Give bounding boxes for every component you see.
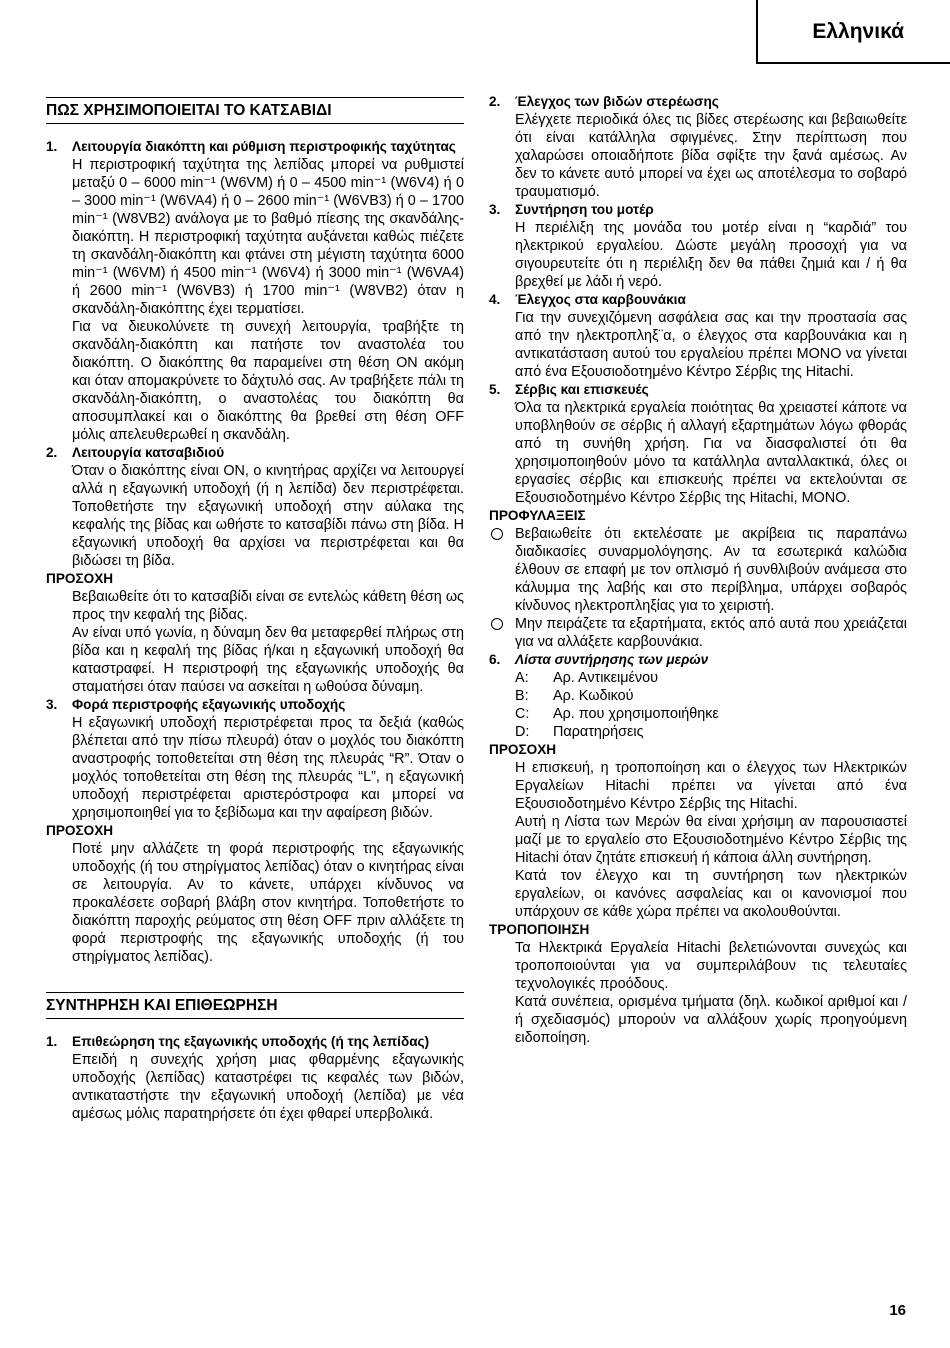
- item-heading: Φορά περιστροφής εξαγωνικής υποδοχής: [72, 697, 346, 712]
- usage-item-1: [46, 138, 464, 444]
- paragraph: Ποτέ μην αλλάζετε τη φορά περιστροφής της εξαγωνικής υποδοχής (ή του στηρίγματος λεπίδας) όταν ο κινητήρας είναι σε λειτουργία. Αν το κάνετε, υπάρχει κίνδυνος να προκαλέσετε σοβαρή βλάβη στον κινητήρα. Τοποθετήστε το διακόπτη παροχής ρεύματος στη θέση OFF πριν αλλάξετε τη φορά περιστροφής της εξαγωνικής υποδοχής (ή του στηρίγματος λεπίδας).: [72, 841, 464, 965]
- item-heading: Επιθεώρηση της εξαγωνικής υποδοχής (ή της λεπίδας): [72, 1034, 430, 1049]
- list-item: [515, 705, 907, 723]
- item-number: 5.: [489, 382, 501, 397]
- left-column: [46, 97, 464, 1123]
- item-number: 1.: [46, 139, 58, 154]
- paragraph: Όλα τα ηλεκτρικά εργαλεία ποιότητας θα χρειαστεί κάποτε να υποβληθούν σε σέρβις ή αλλαγή εξαρτημάτων λόγω φθοράς από τη συνήθη χρήση. Για να διασφαλιστεί ότι θα χρησιμοποιηθούν μόνο τα κατάλληλα ανταλλακτικά, όλες οι εργασίες σέρβις και επισκευής πρέπει να εκτελούνται σε Εξουσιοδοτημένο Κέντρο Σέρβις της Hitachi, ΜΟΝΟ.: [515, 400, 907, 506]
- language-tab: [756, 0, 950, 64]
- maintenance-item-5: [489, 381, 907, 507]
- parts-list: [489, 669, 907, 741]
- paragraph: Βεβαιωθείτε ότι το κατσαβίδι είναι σε εντελώς κάθετη θέση ως προς την κεφαλή της βίδας.: [72, 589, 464, 623]
- precaution-bullet: [489, 525, 907, 615]
- paragraph: Η επισκευή, η τροποποίηση και ο έλεγχος των Ηλεκτρικών Εργαλείων Hitachi πρέπει να γίνεται από ένα Εξουσιοδοτημένο Κέντρο Σέρβις της Hitachi.: [515, 760, 907, 812]
- list-key: A:: [515, 670, 529, 686]
- maintenance-item-3: [489, 201, 907, 291]
- list-item: [515, 687, 907, 705]
- item-number: 2.: [46, 445, 58, 460]
- caution-label: ΠΡΟΣΟΧΗ: [489, 742, 557, 757]
- item-heading: Συντήρηση του μοτέρ: [515, 202, 654, 217]
- list-value: Αρ. Κωδικού: [553, 688, 634, 704]
- list-item: [515, 723, 907, 741]
- circle-bullet-icon: [491, 618, 503, 630]
- usage-item-3: [46, 696, 464, 822]
- maintenance-item-2: [489, 93, 907, 201]
- item-heading: Λειτουργία κατσαβιδιού: [72, 445, 225, 460]
- item-heading: Έλεγχος στα καρβουνάκια: [515, 292, 686, 307]
- caution-label: ΠΡΟΣΟΧΗ: [46, 571, 114, 586]
- paragraph: Για να διευκολύνετε τη συνεχή λειτουργία, τραβήξτε τη σκανδάλη-διακόπτη και πατήστε τον αναστολέα του διακόπτη. Ο διακόπτης θα παραμείνει στη θέση ON ακόμη και όταν απομακρύνετε το δάχτυλό σας. Αν τραβήξετε πάλι τη σκανδάλη-διακόπτη, ο αναστολέας του διακόπτη θα αποσυμπλακεί και ο διακόπτης θα βρεθεί στη θέση OFF μόλις απελευθερωθεί η σκανδάλη.: [72, 319, 464, 443]
- list-key: D:: [515, 724, 530, 740]
- precautions-label: ΠΡΟΦΥΛΑΞΕΙΣ: [489, 508, 586, 523]
- item-number: 2.: [489, 94, 501, 109]
- item-number: 3.: [46, 697, 58, 712]
- list-key: B:: [515, 688, 529, 704]
- item-number: 3.: [489, 202, 501, 217]
- right-column: [489, 93, 907, 1047]
- section-title-maintenance: ΣΥΝΤΗΡΗΣΗ ΚΑΙ ΕΠΙΘΕΩΡΗΣΗ: [46, 992, 464, 1019]
- bullet-text: Μην πειράζετε τα εξαρτήματα, εκτός από αυτά που χρειάζεται για να αλλάξετε καρβουνάκια.: [515, 616, 907, 650]
- paragraph: Τα Ηλεκτρικά Εργαλεία Hitachi βελετιώνονται συνεχώς και τροποποιούνται για να συμπεριλάβουν τις τελευταίες τεχνολογικές προόδους.: [515, 940, 907, 992]
- maintenance-item-4: [489, 291, 907, 381]
- paragraph: Κατά συνέπεια, ορισμένα τμήματα (δηλ. κωδικοί αριθμοί και / ή σχεδιασμός) μπορούν να αλλάξουν χωρίς προηγούμενη ειδοποίηση.: [515, 994, 907, 1046]
- paragraph: Αυτή η Λίστα των Μερών θα είναι χρήσιμη αν παρουσιαστεί μαζί με το εργαλείο στο Εξουσιοδοτημένο Κέντρο Σέρβις της Hitachi όταν ζητάτε επισκευή ή κάποια άλλη συντήρηση.: [515, 814, 907, 866]
- item-heading: Λίστα συντήρησης των μερών: [515, 652, 709, 667]
- maintenance-item-1: [46, 1033, 464, 1123]
- bullet-text: Βεβαιωθείτε ότι εκτελέσατε με ακρίβεια τις παραπάνω διαδικασίες συναρμολόγησης. Αν τα εσωτερικά καλώδια έλθουν σε επαφή με τον οπλισμό ή συνθλιβούν ανάμεσα στο κάλυμμα της λαβής και στο περίβλημα, υπάρχει σοβαρός κίνδυνος ηλεκτροπληξίας για το χειριστή.: [515, 526, 907, 614]
- paragraph: Για την συνεχιζόμενη ασφάλεια σας και την προστασία σας από την ηλεκτροπληξ¨α, ο έλεγχος στα καρβουνάκια και η αντικατάσταση αυτού του εργαλείου πρέπει ΜΟΝΟ να γίνεται από ένα Εξουσιοδοτημένο Κέντρο Σέρβις της Hitachi.: [515, 310, 907, 380]
- section-title-usage: ΠΩΣ ΧΡΗΣΙΜΟΠΟΙΕΙΤΑΙ ΤΟ ΚΑΤΣΑΒΙΔΙ: [46, 97, 464, 124]
- list-value: Αρ. Αντικειμένου: [553, 670, 658, 686]
- list-value: Παρατηρήσεις: [553, 724, 644, 740]
- circle-bullet-icon: [491, 528, 503, 540]
- modification-label: ΤΡΟΠΟΠΟΙΗΣΗ: [489, 922, 590, 937]
- caution-label: ΠΡΟΣΟΧΗ: [46, 823, 114, 838]
- item-number: 4.: [489, 292, 501, 307]
- item-heading: Έλεγχος των βιδών στερέωσης: [515, 94, 719, 109]
- item-heading: Λειτουργία διακόπτη και ρύθμιση περιστροφικής ταχύτητας: [72, 139, 456, 154]
- list-item: [515, 669, 907, 687]
- paragraph: Ελέγχετε περιοδικά όλες τις βίδες στερέωσης και βεβαιωθείτε ότι είναι κατάλληλα σφιγμένες. Στην περίπτωση που χαλαρώσει οποιαδήποτε βίδα σφίξτε την ξανά αμέσως. Αν δεν το κάνετε αυτό μπορεί να έχει ως αποτέλεσμα το σοβαρό τραυματισμό.: [515, 112, 907, 200]
- item-number: 6.: [489, 652, 501, 667]
- precaution-bullet: [489, 615, 907, 651]
- maintenance-item-6: [489, 651, 907, 669]
- paragraph: Αν είναι υπό γωνία, η δύναμη δεν θα μεταφερθεί πλήρως στη βίδα και η κεφαλή της βίδας ή/και η εξαγωνική υποδοχή θα καταστραφεί. Η περιστροφή της εξαγωνικής υποδοχής θα σταματήσει όταν παύσει να ασκείται η ωθούσα δύναμη.: [72, 625, 464, 695]
- paragraph: Η περιέλιξη της μονάδα του μοτέρ είναι η “καρδιά” του ηλεκτρικού εργαλείου. Δώστε μεγάλη προσοχή για να σιγουρευτείτε ότι η περιέλιξη δεν θα πάθει ζημιά και / ή θα βρεχθεί με λάδι ή νερό.: [515, 220, 907, 290]
- page-number: 16: [889, 1302, 906, 1319]
- language-label: Ελληνικά: [812, 20, 904, 43]
- list-value: Αρ. που χρησιμοποιήθηκε: [553, 706, 719, 722]
- item-heading: Σέρβις και επισκευές: [515, 382, 649, 397]
- item-number: 1.: [46, 1034, 58, 1049]
- paragraph: Η περιστροφική ταχύτητα της λεπίδας μπορεί να ρυθμιστεί μεταξύ 0 – 6000 min⁻¹ (W6VM) ή 0 – 4500 min⁻¹ (W6V4) ή 0 – 3000 min⁻¹ (W6VA4) ή 0 – 2600 min⁻¹ (W6VB3) ή 0 – 1700 min⁻¹ (W8VB2) ανάλογα με το βαθμό πίεσης της σκανδάλης-διακόπτη. Η περιστροφική ταχύτητα αυξάνεται καθώς πιέζετε τη σκανδάλη-διακόπτη και φτάνει στη μέγιστη ταχύτητα 6000 min⁻¹ (W6VM) ή 4500 min⁻¹ (W6V4) ή 3000 min⁻¹ (W6VA4) ή 2600 min⁻¹ (W6VB3) ή 1700 min⁻¹ (W8VB2) όταν η σκανδάλη-διακόπτης έχει τερματίσει.: [72, 157, 464, 317]
- paragraph: Η εξαγωνική υποδοχή περιστρέφεται προς τα δεξιά (καθώς βλέπεται από την πίσω πλευρά) όταν ο μοχλός του διακόπτη αναστροφής τοποθετείται στη θέση της πλευράς “R”. Όταν ο μοχλός τοποθετείται στη θέση της πλευράς “L”, η εξαγωνική υποδοχή περιστρέφεται αριστερόστροφα και μπορεί να χρησιμοποιηθεί για το ξεβίδωμα και την αφαίρεση βιδών.: [72, 715, 464, 821]
- paragraph: Επειδή η συνεχής χρήση μιας φθαρμένης εξαγωνικής υποδοχής (λεπίδας) καταστρέφει τις κεφαλές των βιδών, αντικαταστήστε την εξαγωνική υποδοχή (λεπίδα) με νέα αμέσως μόλις παρατηρήσετε ότι έχει φθαρεί υπερβολικά.: [72, 1052, 464, 1122]
- list-key: C:: [515, 706, 530, 722]
- paragraph: Όταν ο διακόπτης είναι ON, ο κινητήρας αρχίζει να λειτουργεί αλλά η εξαγωνική υποδοχή (ή η λεπίδα) δεν περιστρέφεται. Τοποθετήστε την εξαγωνική υποδοχή στην αύλακα της κεφαλής της βίδας και ωθήστε το κατσαβίδι πάνω στη βίδα. Η εξαγωνική υποδοχή θα αρχίσει να περιστρέφεται και θα βιδώσει τη βίδα.: [72, 463, 464, 569]
- paragraph: Κατά τον έλεγχο και τη συντήρηση των ηλεκτρικών εργαλείων, οι κανόνες ασφαλείας και οι κανονισμοί που υπάρχουν σε κάθε χώρα πρέπει να ακολουθούνται.: [515, 868, 907, 920]
- usage-item-2: [46, 444, 464, 570]
